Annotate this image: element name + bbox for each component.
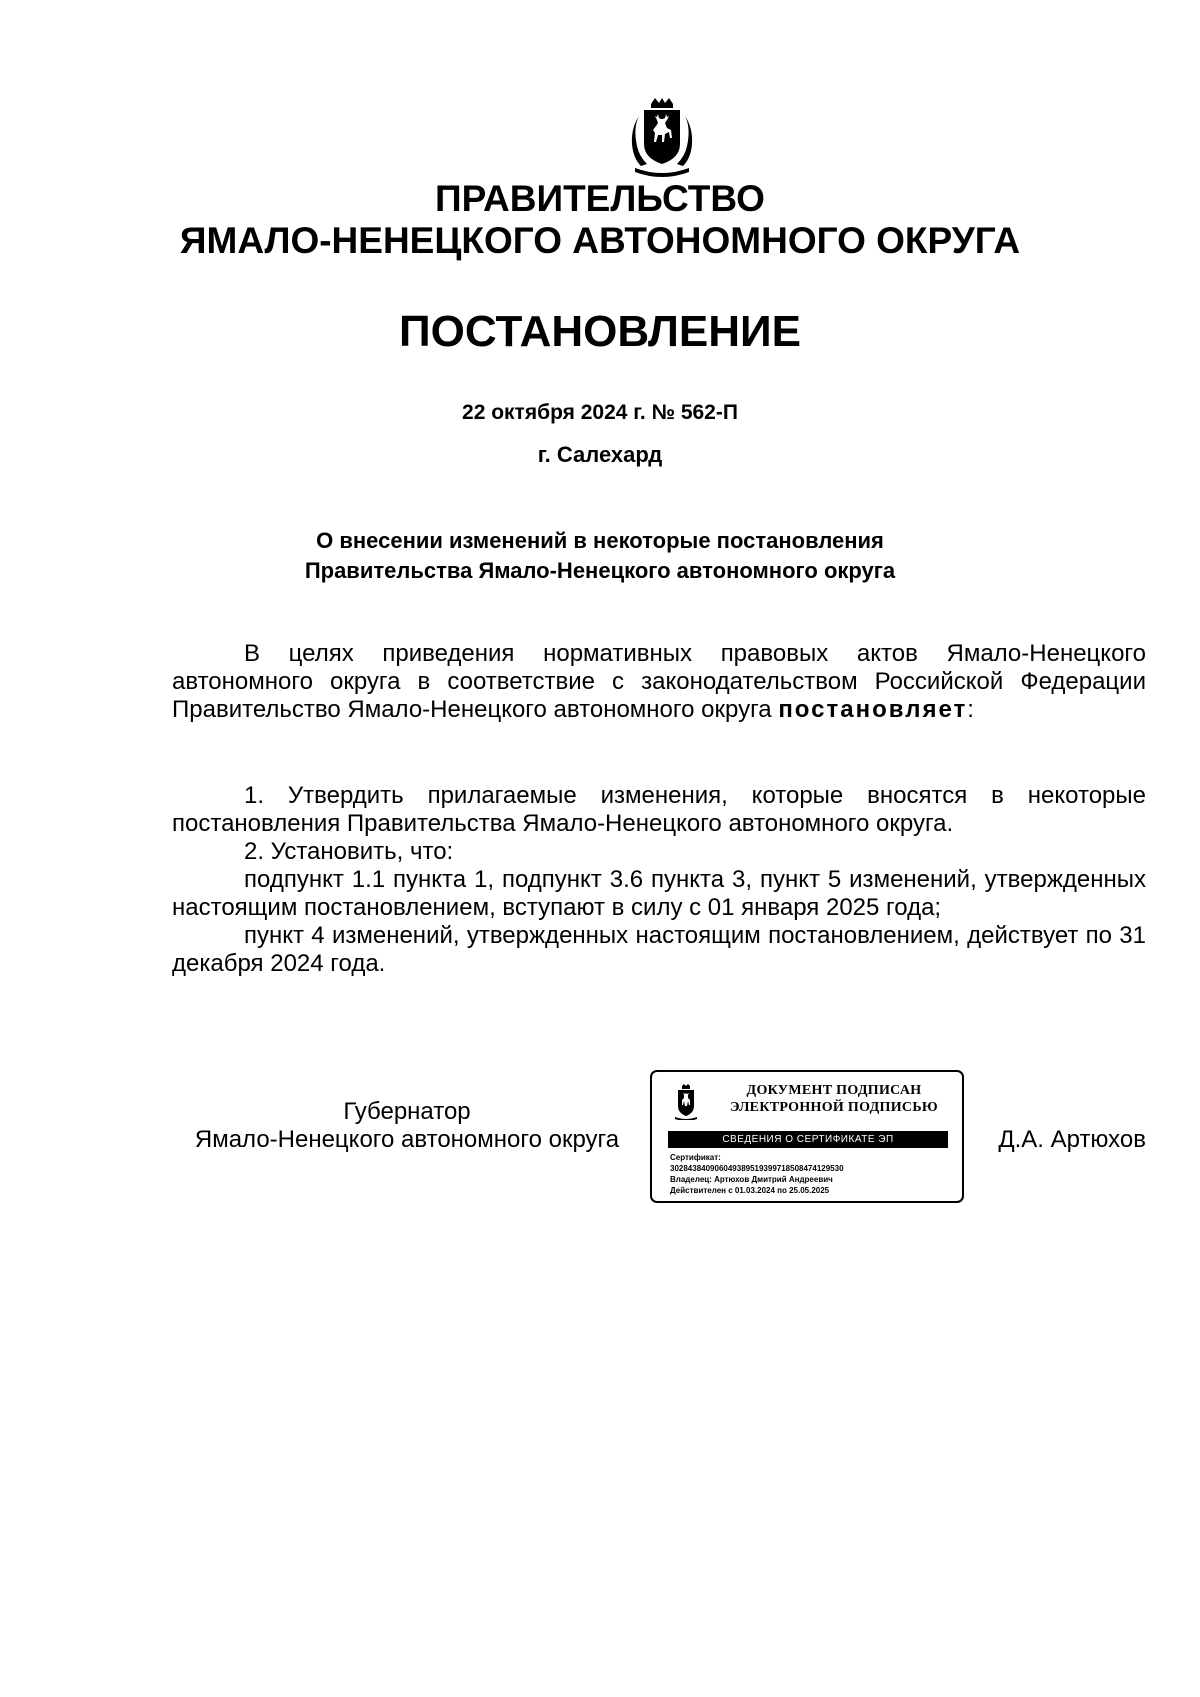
decree-verb: постановляет [778,696,968,723]
yanao-emblem-icon [672,1084,700,1120]
signer-title [172,1098,642,1154]
item-2: 2. Установить, что: [244,838,454,865]
signer-name: Д.А. Артюхов [998,1126,1146,1153]
document-type: ПОСТАНОВЛЕНИЕ [398,307,802,356]
preamble-paragraph [172,640,1146,724]
electronic-signature-stamp [650,1070,964,1203]
certificate-owner: Владелец: Артюхов Дмитрий Андреевич [670,1175,833,1184]
decree-colon: : [967,696,974,723]
coat-of-arms-icon [627,98,697,178]
certificate-number: 3028438409060493895193997185084741295​30 [670,1164,844,1173]
organization-name-line2: ЯМАЛО-НЕНЕЦКОГО АВТОНОМНОГО ОКРУГА [179,220,1021,261]
item-1: 1. Утвердить прилагаемые изменения, которые вносятся в некоторые постановления Правительства Ямало-Ненецкого автономного округа. [172,782,1146,837]
stamp-title-line2: ЭЛЕКТРОННОЙ ПОДПИСЬЮ [730,1100,938,1115]
certificate-label: Сертификат: [670,1153,721,1162]
signer-title-line2: Ямало-Ненецкого автономного округа [194,1126,620,1153]
signer-title-line1: Губернатор [343,1098,471,1125]
stamp-title-line1: ДОКУМЕНТ ПОДПИСАН [746,1083,922,1098]
certificate-details [670,1152,955,1196]
document-subject [0,526,1200,586]
item-2-subclause-1: подпункт 1.1 пункта 1, подпункт 3.6 пункта 3, пункт 5 изменений, утвержденных настоящим постановлением, вступают в силу с 01 января 2025 года; [172,866,1146,921]
stamp-title [714,1082,954,1116]
organization-name-line1: ПРАВИТЕЛЬСТВО [435,178,765,219]
preamble-text: В целях приведения нормативных правовых актов Ямало-Ненецкого автономного округа в соответствие с законодательством Российской Федерации Правительство Ямало-Ненецкого автономного округа [172,640,1146,723]
item-2-subclause-2: пункт 4 изменений, утвержденных настоящим постановлением, действует по 31 декабря 2024 года. [172,922,1146,977]
document-city: г. Салехард [537,442,663,467]
subject-line2: Правительства Ямало-Ненецкого автономного округа [304,558,896,583]
certificate-info-bar: СВЕДЕНИЯ О СЕРТИФИКАТЕ ЭП [668,1131,948,1148]
subject-line1: О внесении изменений в некоторые постановления [316,528,884,553]
document-date-number: 22 октября 2024 г. № 562-П [462,401,738,424]
decree-items [172,782,1146,978]
signature-block [0,1070,1200,1210]
certificate-validity: Действителен с 01.03.2024 по 25.05.2025 [670,1186,830,1195]
